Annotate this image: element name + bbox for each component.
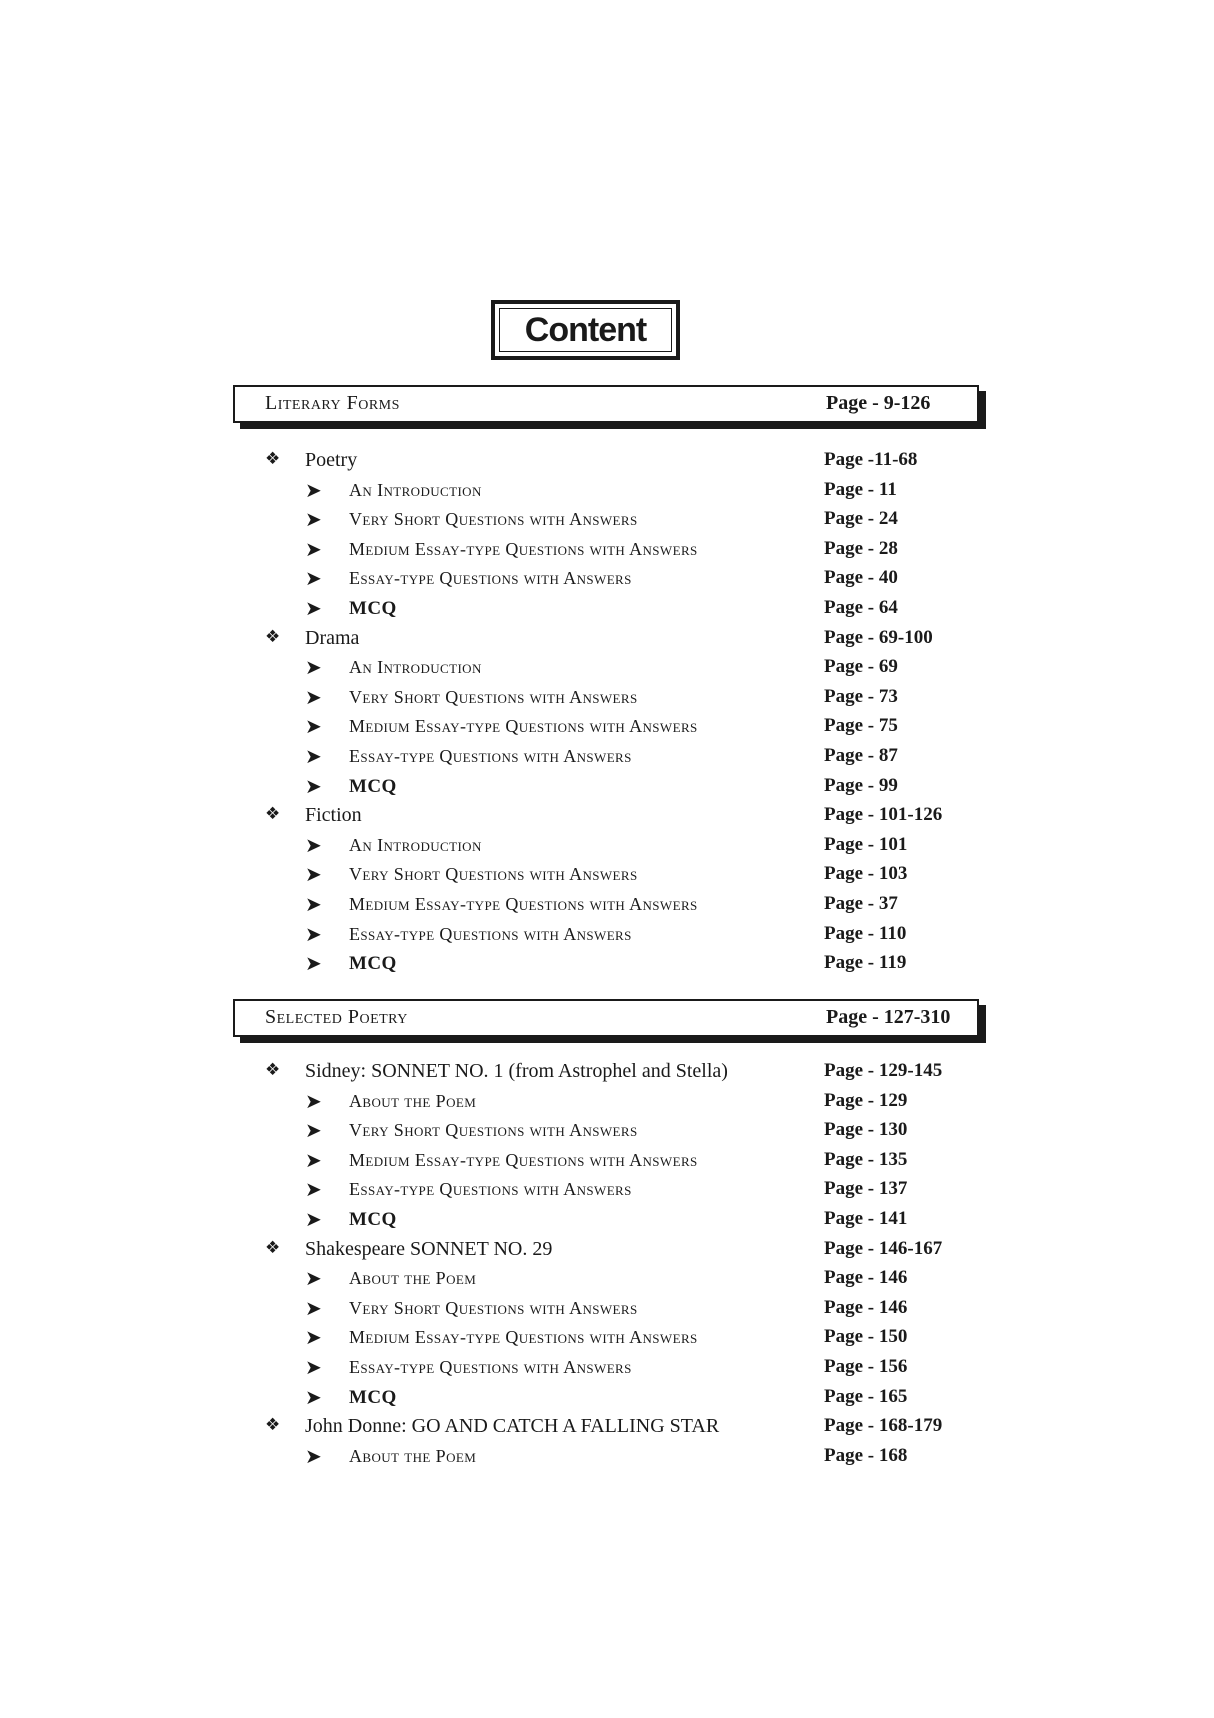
arrowhead-icon: ➤ [305, 744, 322, 768]
section-header-selected-poetry [233, 999, 979, 1037]
toc-page-ref: Page - 129-145 [824, 1060, 943, 1081]
section-title: Selected Poetry [265, 1006, 408, 1028]
arrowhead-icon: ➤ [305, 892, 322, 916]
toc-page-ref: Page - 165 [824, 1385, 908, 1407]
arrowhead-icon: ➤ [305, 1207, 322, 1231]
toc-subtopic-label: Medium Essay-type Questions with Answers [349, 894, 698, 914]
toc-subtopic-row [0, 1147, 1214, 1175]
toc-page-ref: Page - 130 [824, 1119, 908, 1141]
section-title: Literary Forms [265, 392, 400, 414]
toc-subtopic-row [0, 773, 1214, 801]
arrowhead-icon: ➤ [305, 684, 322, 709]
toc-subtopic-row [0, 1265, 1214, 1293]
toc-subtopic-row [0, 743, 1214, 771]
toc-subtopic-label: Very Short Questions with Answers [349, 1297, 638, 1318]
toc-page-ref: Page - 75 [824, 715, 898, 737]
toc-subtopic-row [0, 1206, 1214, 1234]
toc-page-ref: Page - 168-179 [824, 1415, 943, 1437]
toc-page-ref: Page - 119 [824, 952, 907, 974]
toc-subtopic-label: Essay-type Questions with Answers [349, 568, 632, 589]
arrowhead-icon: ➤ [305, 1443, 322, 1468]
toc-subtopic-row [0, 1443, 1214, 1471]
toc-subtopic-label: An Introduction [349, 834, 482, 855]
toc-page-ref: Page - 146 [824, 1267, 908, 1289]
toc-page-ref: Page - 101-126 [824, 804, 943, 826]
toc-subtopic-label: MCQ [349, 1209, 397, 1230]
toc-subtopic-label: Essay-type Questions with Answers [349, 746, 632, 766]
arrowhead-icon: ➤ [305, 1325, 322, 1350]
arrowhead-icon: ➤ [305, 714, 322, 739]
section-page-range: Page - 127-310 [826, 1006, 951, 1028]
section-header-literary-forms [233, 385, 979, 423]
toc-subtopic-row [0, 1384, 1214, 1412]
toc-subtopic-row [0, 684, 1214, 712]
page-title: Content [499, 308, 672, 352]
toc-subtopic-label: Medium Essay-type Questions with Answers [349, 538, 698, 559]
toc-page-ref: Page - 73 [824, 685, 898, 707]
toc-topic-label: John Donne: GO AND CATCH A FALLING STAR [305, 1415, 720, 1438]
arrowhead-icon: ➤ [305, 536, 322, 561]
arrowhead-icon: ➤ [305, 832, 322, 857]
toc-subtopic-row [0, 1354, 1214, 1382]
diamond-cluster-icon: ❖ [265, 1060, 281, 1080]
diamond-cluster-icon: ❖ [265, 449, 281, 469]
toc-subtopic-row [0, 506, 1214, 534]
toc-page-ref: Page - 129 [824, 1089, 908, 1111]
toc-subtopic-label: MCQ [349, 1386, 397, 1408]
toc-subtopic-label: MCQ [349, 953, 397, 975]
toc-subtopic-label: About the Poem [349, 1090, 477, 1111]
toc-topic-row [0, 1413, 1214, 1441]
toc-subtopic-label: Medium Essay-type Questions with Answers [349, 1149, 698, 1170]
toc-subtopic-row [0, 654, 1214, 682]
toc-topic-label: Shakespeare SONNET NO. 29 [305, 1237, 553, 1260]
toc-page-ref: Page - 150 [824, 1326, 908, 1348]
toc-subtopic-row [0, 536, 1214, 564]
toc-page-ref: Page - 156 [824, 1356, 908, 1377]
toc-page-ref: Page - 11 [824, 478, 897, 500]
arrowhead-icon: ➤ [305, 1384, 322, 1409]
toc-subtopic-row [0, 713, 1214, 741]
toc-page-ref: Page - 28 [824, 537, 898, 559]
toc-subtopic-label: Essay-type Questions with Answers [349, 923, 632, 944]
arrowhead-icon: ➤ [305, 951, 322, 976]
toc-page-ref: Page - 101 [824, 833, 908, 855]
diamond-cluster-icon: ❖ [265, 1237, 281, 1258]
toc-subtopic-label: Very Short Questions with Answers [349, 1120, 638, 1141]
toc-subtopic-label: Medium Essay-type Questions with Answers [349, 1327, 698, 1348]
toc-page-ref: Page - 103 [824, 863, 908, 885]
toc-topic-row [0, 802, 1214, 830]
toc-topic-label: Poetry [305, 449, 358, 471]
arrowhead-icon: ➤ [305, 1295, 322, 1320]
arrowhead-icon: ➤ [305, 1088, 322, 1113]
arrowhead-icon: ➤ [305, 566, 322, 591]
toc-subtopic-row [0, 891, 1214, 919]
toc-subtopic-row [0, 921, 1214, 949]
arrowhead-icon: ➤ [305, 921, 322, 946]
section-page-range: Page - 9-126 [826, 392, 931, 414]
toc-page-ref: Page - 168 [824, 1444, 908, 1466]
toc-subtopic-label: MCQ [349, 598, 397, 619]
diamond-cluster-icon: ❖ [265, 804, 281, 825]
toc-page-ref: Page - 137 [824, 1178, 908, 1200]
arrowhead-icon: ➤ [305, 862, 322, 887]
arrowhead-icon: ➤ [305, 596, 322, 620]
toc-subtopic-label: MCQ [349, 775, 397, 797]
toc-subtopic-row [0, 477, 1214, 505]
toc-subtopic-row [0, 565, 1214, 593]
arrowhead-icon: ➤ [305, 1147, 322, 1172]
toc-page-ref: Page - 40 [824, 567, 898, 589]
toc-topic-row [0, 447, 1214, 475]
toc-page-ref: Page - 146 [824, 1296, 908, 1318]
toc-page-ref: Page - 69 [824, 656, 898, 678]
arrowhead-icon: ➤ [305, 1266, 322, 1291]
toc-page-ref: Page - 99 [824, 774, 898, 796]
toc-subtopic-row [0, 861, 1214, 889]
toc-topic-row [0, 1236, 1214, 1264]
arrowhead-icon: ➤ [305, 1355, 322, 1379]
toc-page-ref: Page - 110 [824, 922, 907, 944]
toc-subtopic-label: Very Short Questions with Answers [349, 686, 638, 707]
arrowhead-icon: ➤ [305, 477, 322, 502]
toc-page-ref: Page -11-68 [824, 449, 918, 470]
toc-page-ref: Page - 146-167 [824, 1237, 943, 1259]
toc-page-ref: Page - 87 [824, 745, 898, 766]
toc-subtopic-row [0, 1117, 1214, 1145]
toc-topic-row [0, 625, 1214, 653]
toc-subtopic-row [0, 1176, 1214, 1204]
toc-subtopic-row [0, 1324, 1214, 1352]
arrowhead-icon: ➤ [305, 655, 322, 680]
arrowhead-icon: ➤ [305, 1177, 322, 1202]
toc-subtopic-row [0, 1088, 1214, 1116]
arrowhead-icon: ➤ [305, 507, 322, 532]
diamond-cluster-icon: ❖ [265, 626, 281, 647]
toc-page-ref: Page - 37 [824, 893, 898, 914]
toc-subtopic-label: About the Poem [349, 1268, 477, 1289]
content-title-box [491, 300, 680, 360]
toc-subtopic-label: An Introduction [349, 657, 482, 678]
diamond-cluster-icon: ❖ [265, 1415, 281, 1436]
toc-subtopic-row [0, 832, 1214, 860]
toc-subtopic-label: About the Poem [349, 1445, 477, 1466]
arrowhead-icon: ➤ [305, 1118, 322, 1143]
toc-subtopic-label: Very Short Questions with Answers [349, 864, 638, 885]
toc-subtopic-label: Very Short Questions with Answers [349, 509, 638, 530]
toc-subtopic-row [0, 595, 1214, 623]
toc-topic-label: Sidney: SONNET NO. 1 (from Astrophel and Stella) [305, 1060, 728, 1082]
toc-page-ref: Page - 64 [824, 597, 898, 618]
toc-topic-row [0, 1058, 1214, 1086]
arrowhead-icon: ➤ [305, 773, 322, 798]
toc-subtopic-row [0, 1295, 1214, 1323]
toc-subtopic-row [0, 950, 1214, 978]
toc-topic-label: Drama [305, 626, 360, 649]
toc-subtopic-label: An Introduction [349, 479, 482, 500]
toc-subtopic-label: Medium Essay-type Questions with Answers [349, 716, 698, 737]
toc-subtopic-label: Essay-type Questions with Answers [349, 1357, 632, 1377]
toc-subtopic-label: Essay-type Questions with Answers [349, 1179, 632, 1200]
toc-page-ref: Page - 135 [824, 1148, 908, 1170]
toc-page-ref: Page - 69-100 [824, 626, 933, 648]
toc-topic-label: Fiction [305, 804, 362, 827]
toc-page-ref: Page - 141 [824, 1208, 908, 1229]
toc-page-ref: Page - 24 [824, 508, 898, 530]
